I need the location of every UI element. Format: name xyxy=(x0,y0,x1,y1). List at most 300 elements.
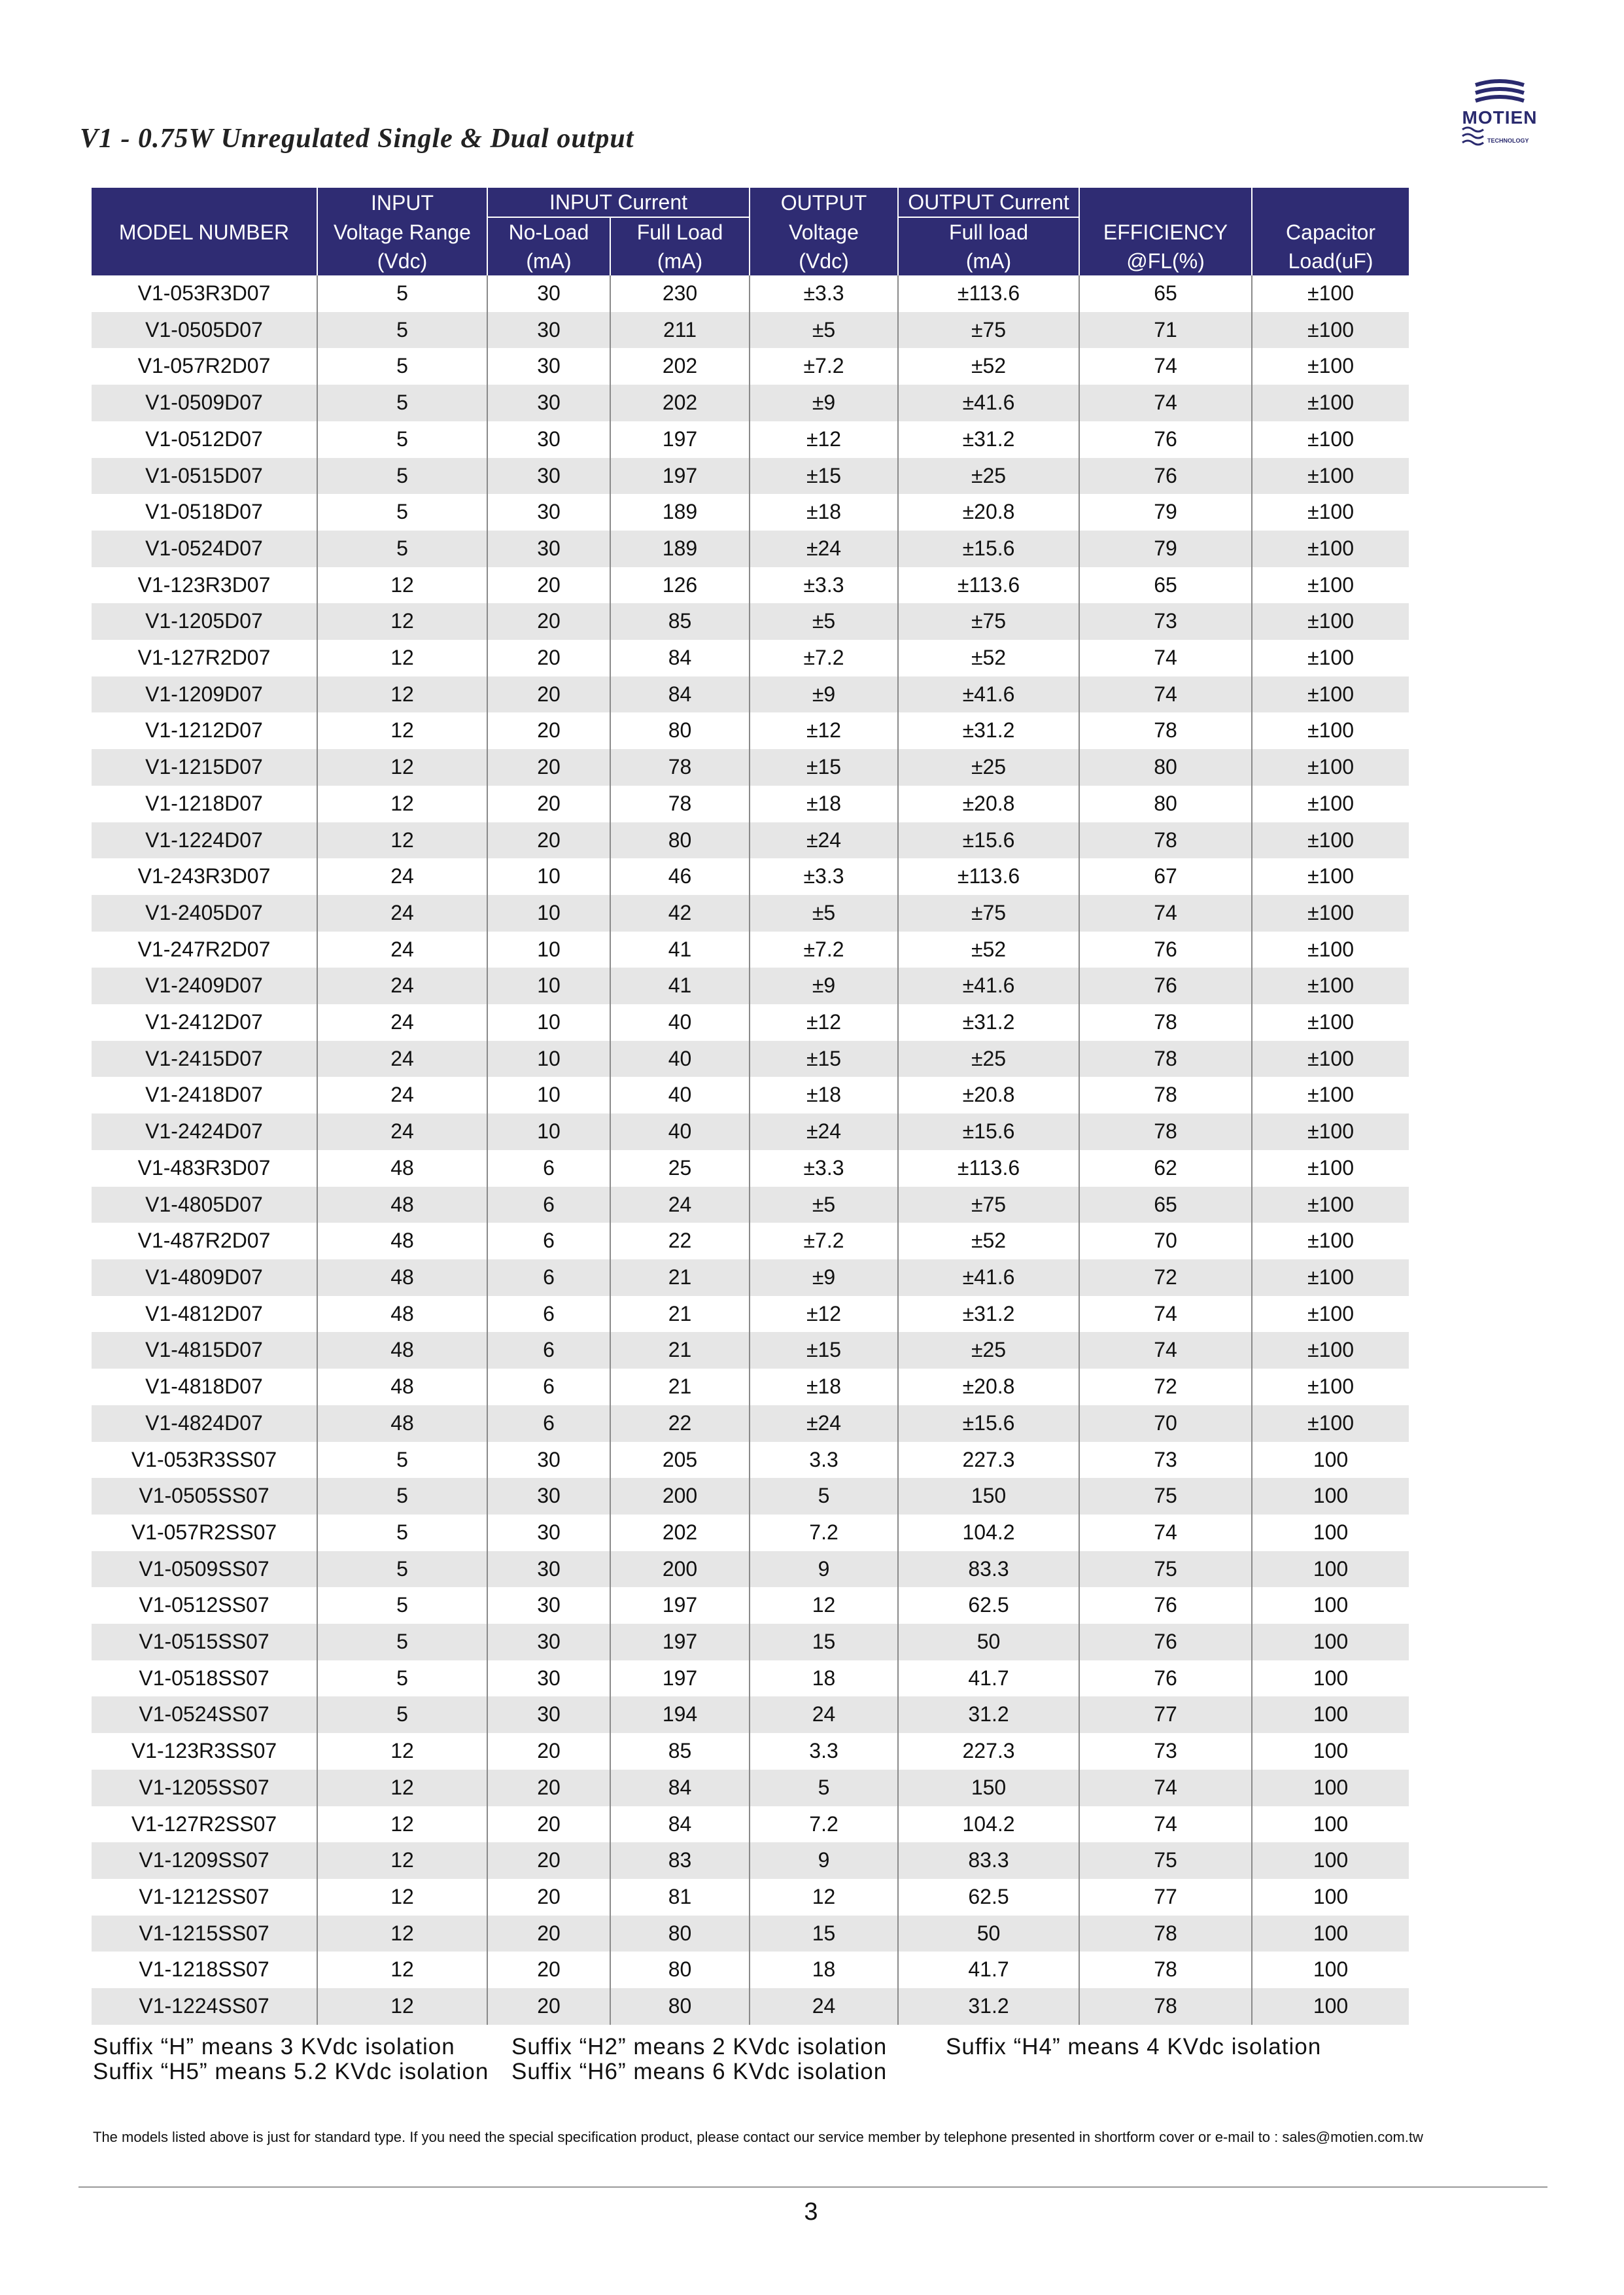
efficiency-cell: 78 xyxy=(1079,1077,1252,1113)
efficiency-cell: 76 xyxy=(1079,458,1252,495)
input-voltage-cell: 12 xyxy=(317,1988,487,2025)
noload-current-cell: 20 xyxy=(487,1952,610,1988)
capacitor-load-cell: ±100 xyxy=(1252,968,1409,1004)
input-voltage-cell: 5 xyxy=(317,385,487,421)
output-voltage-cell: ±12 xyxy=(750,421,898,458)
input-voltage-cell: 24 xyxy=(317,1113,487,1150)
fullload-current-cell: 230 xyxy=(610,275,750,312)
output-voltage-cell: ±7.2 xyxy=(750,932,898,968)
fullload-current-cell: 202 xyxy=(610,385,750,421)
model-number-cell: V1-1205D07 xyxy=(92,603,317,640)
input-voltage-cell: 12 xyxy=(317,822,487,859)
output-current-cell: ±20.8 xyxy=(898,1369,1079,1405)
table-row xyxy=(92,1187,1409,1223)
header-cell: OUTPUT xyxy=(750,188,898,217)
fullload-current-cell: 41 xyxy=(610,932,750,968)
fullload-current-cell: 40 xyxy=(610,1004,750,1041)
capacitor-load-cell: ±100 xyxy=(1252,1187,1409,1223)
efficiency-cell: 62 xyxy=(1079,1150,1252,1187)
input-voltage-cell: 48 xyxy=(317,1369,487,1405)
input-voltage-cell: 5 xyxy=(317,1478,487,1515)
capacitor-load-cell: ±100 xyxy=(1252,312,1409,349)
efficiency-cell: 79 xyxy=(1079,531,1252,567)
input-voltage-cell: 24 xyxy=(317,932,487,968)
fullload-current-cell: 211 xyxy=(610,312,750,349)
fullload-current-cell: 25 xyxy=(610,1150,750,1187)
noload-current-cell: 30 xyxy=(487,531,610,567)
fullload-current-cell: 84 xyxy=(610,1806,750,1843)
input-voltage-cell: 24 xyxy=(317,1004,487,1041)
table-row xyxy=(92,968,1409,1004)
fullload-current-cell: 40 xyxy=(610,1077,750,1113)
model-number-cell: V1-2405D07 xyxy=(92,895,317,932)
capacitor-load-cell: ±100 xyxy=(1252,458,1409,495)
model-number-cell: V1-4815D07 xyxy=(92,1332,317,1369)
noload-current-cell: 20 xyxy=(487,1842,610,1879)
output-current-cell: 50 xyxy=(898,1916,1079,1952)
capacitor-load-cell: ±100 xyxy=(1252,1077,1409,1113)
table-row xyxy=(92,1259,1409,1296)
fullload-current-cell: 80 xyxy=(610,1916,750,1952)
efficiency-cell: 77 xyxy=(1079,1879,1252,1916)
fullload-current-cell: 197 xyxy=(610,421,750,458)
input-voltage-cell: 24 xyxy=(317,1041,487,1077)
output-current-cell: ±25 xyxy=(898,749,1079,786)
noload-current-cell: 20 xyxy=(487,1916,610,1952)
table-row xyxy=(92,712,1409,749)
output-current-cell: ±25 xyxy=(898,1332,1079,1369)
efficiency-cell: 76 xyxy=(1079,932,1252,968)
fullload-current-cell: 21 xyxy=(610,1296,750,1333)
efficiency-cell: 78 xyxy=(1079,1988,1252,2025)
fullload-current-cell: 22 xyxy=(610,1223,750,1259)
output-current-cell: 31.2 xyxy=(898,1696,1079,1733)
noload-current-cell: 6 xyxy=(487,1150,610,1187)
output-current-cell: ±31.2 xyxy=(898,712,1079,749)
noload-current-cell: 20 xyxy=(487,749,610,786)
output-voltage-cell: ±5 xyxy=(750,603,898,640)
output-voltage-cell: ±15 xyxy=(750,458,898,495)
efficiency-cell: 74 xyxy=(1079,348,1252,385)
efficiency-cell: 75 xyxy=(1079,1551,1252,1588)
footer-text: The models listed above is just for standard type. If you need the special specification product, please contact our service member by telephone presented in shortform cover or e-mail to : sales@motien.com.tw xyxy=(93,2129,1423,2145)
noload-current-cell: 30 xyxy=(487,385,610,421)
output-current-cell: 62.5 xyxy=(898,1879,1079,1916)
model-number-cell: V1-1205SS07 xyxy=(92,1770,317,1806)
output-voltage-cell: ±12 xyxy=(750,1296,898,1333)
table-row xyxy=(92,1952,1409,1988)
capacitor-load-cell: 100 xyxy=(1252,1696,1409,1733)
table-row xyxy=(92,1478,1409,1515)
capacitor-load-cell: ±100 xyxy=(1252,640,1409,676)
capacitor-load-cell: ±100 xyxy=(1252,1113,1409,1150)
capacitor-load-cell: ±100 xyxy=(1252,895,1409,932)
header-cell: (mA) xyxy=(487,247,610,275)
input-voltage-cell: 12 xyxy=(317,1806,487,1843)
capacitor-load-cell: ±100 xyxy=(1252,712,1409,749)
header-cell xyxy=(1079,188,1252,217)
model-number-cell: V1-127R2SS07 xyxy=(131,1812,277,1836)
input-voltage-cell: 5 xyxy=(317,1515,487,1551)
output-voltage-cell: ±9 xyxy=(750,385,898,421)
fullload-current-cell: 84 xyxy=(610,640,750,676)
model-number-cell: V1-1209D07 xyxy=(92,676,317,713)
model-number-cell: V1-0524D07 xyxy=(92,531,317,567)
fullload-current-cell: 46 xyxy=(610,858,750,895)
logo-name: MOTIEN xyxy=(1462,107,1538,128)
note-h5: Suffix “H5” means 5.2 KVdc isolation xyxy=(93,2059,489,2084)
table-row xyxy=(92,1515,1409,1551)
model-number-cell: V1-4812D07 xyxy=(145,1301,263,1325)
model-number-cell: V1-2412D07 xyxy=(145,1010,263,1034)
noload-current-cell: 30 xyxy=(487,1515,610,1551)
output-voltage-cell: 12 xyxy=(750,1879,898,1916)
input-voltage-cell: 12 xyxy=(317,676,487,713)
output-voltage-cell: 9 xyxy=(750,1842,898,1879)
efficiency-cell: 78 xyxy=(1079,1952,1252,1988)
input-voltage-cell: 24 xyxy=(317,858,487,895)
capacitor-load-cell: ±100 xyxy=(1252,932,1409,968)
table-row xyxy=(92,348,1409,385)
table-header xyxy=(92,188,1409,275)
output-voltage-cell: ±15 xyxy=(750,1332,898,1369)
output-voltage-cell: 3.3 xyxy=(750,1733,898,1770)
note-h: Suffix “H” means 3 KVdc isolation xyxy=(93,2034,455,2059)
input-voltage-cell: 5 xyxy=(317,348,487,385)
noload-current-cell: 30 xyxy=(487,312,610,349)
efficiency-cell: 74 xyxy=(1079,1296,1252,1333)
efficiency-cell: 72 xyxy=(1079,1259,1252,1296)
table-row xyxy=(92,1369,1409,1405)
capacitor-load-cell: ±100 xyxy=(1252,567,1409,604)
model-number-cell: V1-2418D07 xyxy=(145,1083,263,1107)
noload-current-cell: 20 xyxy=(487,567,610,604)
table-row xyxy=(92,1004,1409,1041)
output-current-cell: ±75 xyxy=(898,895,1079,932)
capacitor-load-cell: 100 xyxy=(1252,1587,1409,1624)
table-row xyxy=(92,822,1409,859)
noload-current-cell: 6 xyxy=(487,1405,610,1442)
input-voltage-cell: 5 xyxy=(317,1696,487,1733)
efficiency-cell: 74 xyxy=(1079,385,1252,421)
output-current-cell: ±52 xyxy=(898,932,1079,968)
capacitor-load-cell: ±100 xyxy=(1252,858,1409,895)
model-number-cell: V1-2415D07 xyxy=(92,1041,317,1077)
model-number-cell: V1-247R2D07 xyxy=(137,937,271,961)
output-current-cell: 62.5 xyxy=(898,1587,1079,1624)
efficiency-cell: 76 xyxy=(1079,1587,1252,1624)
efficiency-cell: 78 xyxy=(1079,1113,1252,1150)
model-number-cell: V1-053R3D07 xyxy=(137,281,271,305)
output-current-cell: ±41.6 xyxy=(898,385,1079,421)
header-cell xyxy=(92,188,317,217)
model-number-cell: V1-053R3SS07 xyxy=(131,1447,277,1471)
efficiency-cell: 75 xyxy=(1079,1478,1252,1515)
efficiency-cell: 77 xyxy=(1079,1696,1252,1733)
capacitor-load-cell: 100 xyxy=(1252,1988,1409,2025)
output-current-cell: ±75 xyxy=(898,1187,1079,1223)
output-voltage-cell: 15 xyxy=(750,1916,898,1952)
efficiency-cell: 76 xyxy=(1079,968,1252,1004)
capacitor-load-cell: 100 xyxy=(1252,1660,1409,1697)
output-voltage-cell: 18 xyxy=(750,1660,898,1697)
noload-current-cell: 30 xyxy=(487,1624,610,1660)
model-number-cell: V1-0515SS07 xyxy=(92,1624,317,1660)
noload-current-cell: 10 xyxy=(487,858,610,895)
noload-current-cell: 20 xyxy=(487,822,610,859)
noload-current-cell: 6 xyxy=(487,1332,610,1369)
model-number-cell: V1-0509D07 xyxy=(92,385,317,421)
capacitor-load-cell: ±100 xyxy=(1252,1150,1409,1187)
table-row xyxy=(92,1916,1409,1952)
output-voltage-cell: ±18 xyxy=(750,786,898,822)
capacitor-load-cell: ±100 xyxy=(1252,275,1409,312)
output-current-cell: ±15.6 xyxy=(898,531,1079,567)
output-voltage-cell: 15 xyxy=(750,1624,898,1660)
capacitor-load-cell: 100 xyxy=(1252,1442,1409,1479)
fullload-current-cell: 189 xyxy=(610,531,750,567)
capacitor-load-cell: 100 xyxy=(1252,1879,1409,1916)
efficiency-cell: 65 xyxy=(1079,275,1252,312)
table-row xyxy=(92,1223,1409,1259)
divider xyxy=(78,2186,1547,2188)
model-number-cell: V1-1224D07 xyxy=(92,822,317,859)
output-voltage-cell: ±5 xyxy=(750,895,898,932)
model-number-cell: V1-0509SS07 xyxy=(92,1551,317,1588)
input-voltage-cell: 24 xyxy=(317,895,487,932)
fullload-current-cell: 78 xyxy=(610,786,750,822)
header-cell: (mA) xyxy=(610,247,750,275)
model-number-cell: V1-4805D07 xyxy=(92,1187,317,1223)
input-voltage-cell: 5 xyxy=(317,494,487,531)
noload-current-cell: 30 xyxy=(487,494,610,531)
capacitor-load-cell: ±100 xyxy=(1252,1369,1409,1405)
output-current-cell: ±15.6 xyxy=(898,1405,1079,1442)
efficiency-cell: 70 xyxy=(1079,1223,1252,1259)
output-voltage-cell: 7.2 xyxy=(750,1806,898,1843)
noload-current-cell: 20 xyxy=(487,603,610,640)
table-row xyxy=(92,1624,1409,1660)
table-row xyxy=(92,1988,1409,2025)
output-voltage-cell: ±24 xyxy=(750,1405,898,1442)
header-cell: INPUT xyxy=(317,188,487,217)
header-cell: EFFICIENCY xyxy=(1079,217,1252,247)
output-voltage-cell: ±7.2 xyxy=(750,348,898,385)
model-number-cell: V1-0524SS07 xyxy=(92,1696,317,1733)
efficiency-cell: 73 xyxy=(1079,1733,1252,1770)
header-cell: @FL(%) xyxy=(1079,247,1252,275)
noload-current-cell: 20 xyxy=(487,1806,610,1843)
table-row xyxy=(92,494,1409,531)
input-voltage-cell: 12 xyxy=(317,1879,487,1916)
header-cell: MODEL NUMBER xyxy=(92,217,317,247)
input-voltage-cell: 12 xyxy=(317,567,487,604)
note-row xyxy=(93,2059,1466,2084)
output-voltage-cell: ±18 xyxy=(750,1077,898,1113)
fullload-current-cell: 202 xyxy=(610,348,750,385)
model-number-cell: V1-1212SS07 xyxy=(139,1884,269,1908)
fullload-current-cell: 200 xyxy=(610,1551,750,1588)
capacitor-load-cell: 100 xyxy=(1252,1478,1409,1515)
output-voltage-cell: 9 xyxy=(750,1551,898,1588)
efficiency-cell: 67 xyxy=(1079,858,1252,895)
noload-current-cell: 20 xyxy=(487,1988,610,2025)
header-cell: Voltage Range xyxy=(317,217,487,247)
output-current-cell: ±31.2 xyxy=(898,1004,1079,1041)
output-voltage-cell: 18 xyxy=(750,1952,898,1988)
header-cell xyxy=(1252,188,1409,217)
capacitor-load-cell: ±100 xyxy=(1252,786,1409,822)
input-voltage-cell: 5 xyxy=(317,1442,487,1479)
efficiency-cell: 65 xyxy=(1079,1187,1252,1223)
table-row xyxy=(92,1660,1409,1697)
header-cell: INPUT Current xyxy=(487,188,750,217)
model-number-cell: V1-1215D07 xyxy=(92,749,317,786)
efficiency-cell: 75 xyxy=(1079,1842,1252,1879)
model-number-cell: V1-057R2D07 xyxy=(137,354,271,378)
input-voltage-cell: 12 xyxy=(317,603,487,640)
model-number-cell: V1-4818D07 xyxy=(145,1375,263,1399)
capacitor-load-cell: ±100 xyxy=(1252,385,1409,421)
table-row xyxy=(92,531,1409,567)
header-cell: No-Load xyxy=(487,217,610,247)
table-body xyxy=(92,275,1409,2025)
table-row xyxy=(92,603,1409,640)
output-voltage-cell: ±9 xyxy=(750,676,898,713)
capacitor-load-cell: 100 xyxy=(1252,1733,1409,1770)
noload-current-cell: 20 xyxy=(487,786,610,822)
capacitor-load-cell: ±100 xyxy=(1252,494,1409,531)
capacitor-load-cell: ±100 xyxy=(1252,676,1409,713)
input-voltage-cell: 48 xyxy=(317,1405,487,1442)
noload-current-cell: 10 xyxy=(487,895,610,932)
output-current-cell: ±31.2 xyxy=(898,1296,1079,1333)
output-current-cell: ±75 xyxy=(898,312,1079,349)
model-number-cell: V1-1209SS07 xyxy=(92,1842,317,1879)
input-voltage-cell: 12 xyxy=(317,1842,487,1879)
table-row xyxy=(92,749,1409,786)
noload-current-cell: 30 xyxy=(487,421,610,458)
noload-current-cell: 30 xyxy=(487,1696,610,1733)
input-voltage-cell: 12 xyxy=(317,1952,487,1988)
logo-subtitle: TECHNOLOGY xyxy=(1487,137,1529,144)
fullload-current-cell: 80 xyxy=(610,712,750,749)
fullload-current-cell: 126 xyxy=(610,567,750,604)
noload-current-cell: 20 xyxy=(487,1879,610,1916)
efficiency-cell: 79 xyxy=(1079,494,1252,531)
table-row xyxy=(92,786,1409,822)
table-row xyxy=(92,932,1409,968)
fullload-current-cell: 205 xyxy=(610,1442,750,1479)
input-voltage-cell: 5 xyxy=(317,1624,487,1660)
fullload-current-cell: 189 xyxy=(610,494,750,531)
noload-current-cell: 6 xyxy=(487,1296,610,1333)
efficiency-cell: 76 xyxy=(1079,1660,1252,1697)
output-current-cell: 31.2 xyxy=(898,1988,1079,2025)
efficiency-cell: 72 xyxy=(1079,1369,1252,1405)
noload-current-cell: 6 xyxy=(487,1369,610,1405)
capacitor-load-cell: ±100 xyxy=(1252,1041,1409,1077)
noload-current-cell: 20 xyxy=(487,712,610,749)
input-voltage-cell: 48 xyxy=(317,1187,487,1223)
model-number-cell: V1-0505SS07 xyxy=(92,1478,317,1515)
output-voltage-cell: ±15 xyxy=(750,1041,898,1077)
efficiency-cell: 80 xyxy=(1079,749,1252,786)
table-row xyxy=(92,676,1409,713)
output-voltage-cell: ±12 xyxy=(750,1004,898,1041)
table-row xyxy=(92,1442,1409,1479)
table-row xyxy=(92,1770,1409,1806)
noload-current-cell: 6 xyxy=(487,1223,610,1259)
capacitor-load-cell: ±100 xyxy=(1252,348,1409,385)
input-voltage-cell: 12 xyxy=(317,640,487,676)
output-voltage-cell: ±7.2 xyxy=(750,1223,898,1259)
noload-current-cell: 6 xyxy=(487,1259,610,1296)
capacitor-load-cell: ±100 xyxy=(1252,1259,1409,1296)
fullload-current-cell: 21 xyxy=(610,1332,750,1369)
input-voltage-cell: 5 xyxy=(317,458,487,495)
noload-current-cell: 30 xyxy=(487,1478,610,1515)
output-current-cell: 104.2 xyxy=(898,1806,1079,1843)
table-row xyxy=(92,1879,1409,1916)
input-voltage-cell: 48 xyxy=(317,1296,487,1333)
output-voltage-cell: ±5 xyxy=(750,1187,898,1223)
output-current-cell: ±52 xyxy=(898,640,1079,676)
capacitor-load-cell: ±100 xyxy=(1252,1332,1409,1369)
output-current-cell: 83.3 xyxy=(898,1842,1079,1879)
capacitor-load-cell: 100 xyxy=(1252,1770,1409,1806)
header-cell: Full load xyxy=(898,217,1079,247)
fullload-current-cell: 84 xyxy=(610,1770,750,1806)
capacitor-load-cell: 100 xyxy=(1252,1551,1409,1588)
efficiency-cell: 71 xyxy=(1079,312,1252,349)
output-current-cell: ±41.6 xyxy=(898,676,1079,713)
efficiency-cell: 76 xyxy=(1079,1624,1252,1660)
model-number-cell: V1-2409D07 xyxy=(92,968,317,1004)
input-voltage-cell: 24 xyxy=(317,1077,487,1113)
table-row xyxy=(92,858,1409,895)
output-current-cell: ±113.6 xyxy=(898,275,1079,312)
output-current-cell: ±20.8 xyxy=(898,1077,1079,1113)
output-voltage-cell: ±9 xyxy=(750,968,898,1004)
efficiency-cell: 73 xyxy=(1079,603,1252,640)
table-row xyxy=(92,1587,1409,1624)
model-number-cell: V1-057R2SS07 xyxy=(131,1520,277,1544)
fullload-current-cell: 85 xyxy=(610,1733,750,1770)
input-voltage-cell: 5 xyxy=(317,531,487,567)
fullload-current-cell: 81 xyxy=(610,1879,750,1916)
efficiency-cell: 78 xyxy=(1079,1916,1252,1952)
output-voltage-cell: ±3.3 xyxy=(750,567,898,604)
fullload-current-cell: 80 xyxy=(610,1952,750,1988)
capacitor-load-cell: ±100 xyxy=(1252,1405,1409,1442)
spec-table xyxy=(92,188,1409,2025)
model-number-cell: V1-0515D07 xyxy=(92,458,317,495)
model-number-cell: V1-0505D07 xyxy=(92,312,317,349)
output-current-cell: ±113.6 xyxy=(898,1150,1079,1187)
fullload-current-cell: 197 xyxy=(610,1660,750,1697)
table-row xyxy=(92,1733,1409,1770)
table-row xyxy=(92,1696,1409,1733)
noload-current-cell: 20 xyxy=(487,1733,610,1770)
model-number-cell: V1-0512SS07 xyxy=(139,1593,269,1617)
table-row xyxy=(92,1806,1409,1843)
model-number-cell: V1-2424D07 xyxy=(92,1113,317,1150)
input-voltage-cell: 48 xyxy=(317,1332,487,1369)
efficiency-cell: 74 xyxy=(1079,895,1252,932)
output-current-cell: 104.2 xyxy=(898,1515,1079,1551)
efficiency-cell: 80 xyxy=(1079,786,1252,822)
